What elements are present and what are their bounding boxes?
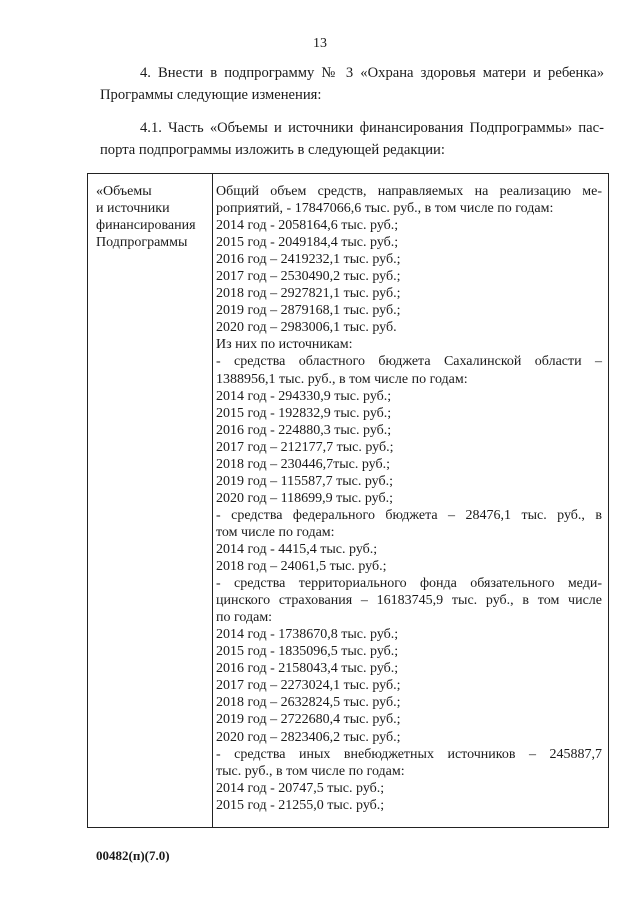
right-cell-line: 2015 год - 1835096,5 тыс. руб.; [216,644,399,660]
right-cell-line: 2020 год – 118699,9 тыс. руб.; [216,490,393,506]
right-cell-line: - средства федерального бюджета – 28476,1 тыс. руб., в [216,507,602,523]
right-cell-line: Из них по источникам: [216,337,353,353]
right-cell-line: 2019 год – 2722680,4 тыс. руб.; [216,712,401,728]
right-cell-line: 2018 год – 2632824,5 тыс. руб.; [216,695,401,711]
right-cell-line: 1388956,1 тыс. руб., в том числе по годам: [216,371,468,387]
right-cell-line: тыс. руб., в том числе по годам: [216,763,405,779]
left-cell-line: финансирования [96,218,196,233]
right-cell-line: 2019 год – 2879168,1 тыс. руб.; [216,303,401,319]
funding-table [87,173,609,828]
left-cell-line: Подпрограммы [96,235,188,250]
right-cell-line: 2019 год – 115587,7 тыс. руб.; [216,473,393,489]
right-cell-line: роприятий, - 17847066,6 тыс. руб., в том числе по годам: [216,201,554,217]
right-cell-line: 2015 год - 21255,0 тыс. руб.; [216,797,385,813]
right-cell-line: цинского страхования – 16183745,9 тыс. руб., в том числе [216,593,602,609]
intro-paragraph-2 [98,117,604,161]
right-cell-line: 2020 год – 2823406,2 тыс. руб.; [216,729,401,745]
right-cell-line: 2017 год – 212177,7 тыс. руб.; [216,439,394,455]
right-cell-line: 2016 год – 2419232,1 тыс. руб.; [216,252,401,268]
right-cell-line: 2014 год - 294330,9 тыс. руб.; [216,388,392,404]
right-cell-line: - средства территориального фонда обязательного меди- [216,576,602,592]
right-cell-line: - средства иных внебюджетных источников – 245887,7 [216,746,602,762]
intro-line: 4.1. Часть «Объемы и источники финансирования Подпрограммы» пас- [140,120,604,136]
right-cell-line: 2016 год - 2158043,4 тыс. руб.; [216,661,399,677]
table-left-cell [96,183,208,251]
right-cell-line: Общий объем средств, направляемых на реализацию ме- [216,184,602,199]
right-cell-line: 2014 год - 4415,4 тыс. руб.; [216,541,378,557]
left-cell-line: и источники [96,201,170,216]
right-cell-line: 2020 год – 2983006,1 тыс. руб. [216,320,397,336]
right-cell-line: 2018 год – 24061,5 тыс. руб.; [216,559,387,575]
intro-line: 4. Внести в подпрограмму № 3 «Охрана здоровья матери и ребенка» [140,65,604,81]
table-right-cell [216,183,602,814]
right-cell-line: 2015 год - 192832,9 тыс. руб.; [216,405,392,421]
right-cell-line: - средства областного бюджета Сахалинской области – [216,354,602,370]
right-cell-line: 2014 год - 20747,5 тыс. руб.; [216,780,385,796]
right-cell-line: 2016 год - 224880,3 тыс. руб.; [216,422,392,438]
intro-line: Программы следующие изменения: [100,87,322,103]
right-cell-line: 2018 год – 230446,7тыс. руб.; [216,456,390,472]
intro-line: порта подпрограммы изложить в следующей редакции: [100,142,445,158]
table-column-divider [212,174,213,827]
right-cell-line: 2017 год – 2273024,1 тыс. руб.; [216,678,401,694]
left-cell-line: «Объемы [96,184,152,199]
page-number: 13 [313,36,327,51]
right-cell-line: 2015 год - 2049184,4 тыс. руб.; [216,235,399,251]
right-cell-line: по годам: [216,610,273,626]
right-cell-line: 2018 год – 2927821,1 тыс. руб.; [216,286,401,302]
right-cell-line: 2017 год – 2530490,2 тыс. руб.; [216,269,401,285]
right-cell-line: том числе по годам: [216,524,335,540]
right-cell-line: 2014 год - 2058164,6 тыс. руб.; [216,218,399,234]
intro-paragraph-1 [98,62,604,106]
right-cell-line: 2014 год - 1738670,8 тыс. руб.; [216,627,399,643]
document-code: 00482(п)(7.0) [96,848,170,863]
